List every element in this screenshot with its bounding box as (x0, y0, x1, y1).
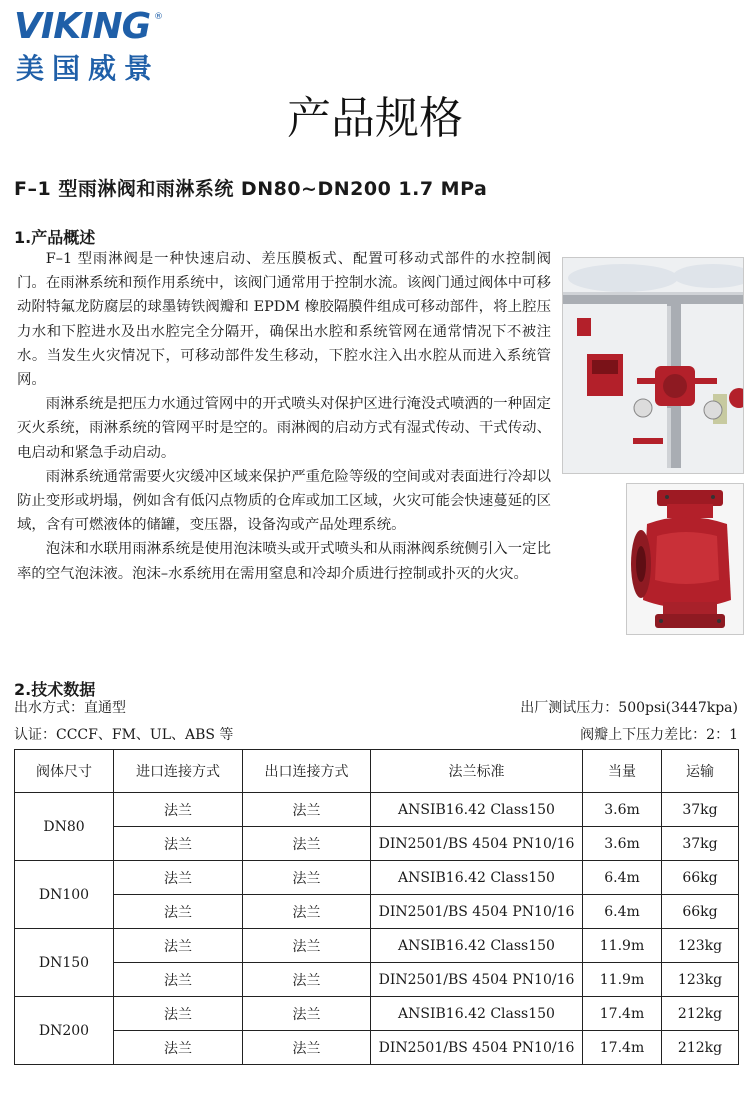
page-title: 产品规格 (287, 93, 463, 144)
size-cell: DN200 (15, 997, 114, 1065)
inlet-cell: 法兰 (114, 895, 243, 929)
section-heading-tech: 2.技术数据 (14, 680, 96, 699)
table-row (15, 861, 739, 895)
outlet-cell: 法兰 (243, 861, 371, 895)
outlet-cell: 法兰 (243, 997, 371, 1031)
outlet-cell: 法兰 (243, 963, 371, 997)
equivalent-cell: 6.4m (583, 861, 662, 895)
factory-test-pressure: 出厂测试压力：500psi(3447kpa) (520, 700, 738, 716)
flange-standard-cell: ANSIB16.42 Class150 (371, 929, 583, 963)
flange-standard-cell: DIN2501/BS 4504 PN10/16 (371, 963, 583, 997)
header-inlet: 进口连接方式 (114, 750, 243, 793)
flange-standard-cell: DIN2501/BS 4504 PN10/16 (371, 1031, 583, 1065)
table-row (15, 997, 739, 1031)
outlet-cell: 法兰 (243, 827, 371, 861)
weight-cell: 66kg (662, 895, 739, 929)
flange-standard-cell: DIN2501/BS 4504 PN10/16 (371, 895, 583, 929)
weight-cell: 37kg (662, 793, 739, 827)
flange-standard-cell: ANSIB16.42 Class150 (371, 861, 583, 895)
spec-table-body (15, 793, 739, 1065)
table-header-row (15, 750, 739, 793)
inlet-cell: 法兰 (114, 793, 243, 827)
table-row (15, 827, 739, 861)
registered-mark: ® (154, 12, 163, 22)
table-row (15, 895, 739, 929)
inlet-cell: 法兰 (114, 997, 243, 1031)
flange-standard-cell: ANSIB16.42 Class150 (371, 997, 583, 1031)
flange-standard-cell: ANSIB16.42 Class150 (371, 793, 583, 827)
spec-table (14, 749, 739, 1065)
weight-cell: 212kg (662, 997, 739, 1031)
inlet-cell: 法兰 (114, 929, 243, 963)
section-heading-overview: 1.产品概述 (14, 228, 96, 247)
table-row (15, 793, 739, 827)
overview-paragraph: 雨淋系统是把压力水通过管网中的开式喷头对保护区进行淹没式喷洒的一种固定灭火系统，雨淋系统的管网平时是空的。雨淋阀的启动方式有湿式传动、干式传动、电启动和紧急手动启动。 (17, 396, 551, 461)
header-equivalent: 当量 (583, 750, 662, 793)
logo-wordmark: VIKING (14, 6, 151, 47)
flange-standard-cell: DIN2501/BS 4504 PN10/16 (371, 827, 583, 861)
inlet-cell: 法兰 (114, 963, 243, 997)
outlet-cell: 法兰 (243, 793, 371, 827)
overview-paragraph: F–1 型雨淋阀是一种快速启动、差压膜板式、配置可移动式部件的水控制阀门。在雨淋系统和预作用系统中，该阀门通常用于控制水流。该阀门通过阀体中可移动附特氟龙防腐层的球墨铸铁阀瓣和 EPDM 橡胶隔膜件组成可移动部件，将上腔压力水和下腔进水及出水腔完全分隔开，确保出水腔和系统管网在通常情况下不被注水。当发生火灾情况下，可移动部件发生移动，下腔水注入出水腔从而进入系统管网。 (17, 251, 551, 389)
table-row (15, 963, 739, 997)
outlet-mode: 出水方式：直通型 (14, 700, 126, 716)
outlet-cell: 法兰 (243, 929, 371, 963)
inlet-cell: 法兰 (114, 861, 243, 895)
size-cell: DN100 (15, 861, 114, 929)
equivalent-cell: 3.6m (583, 827, 662, 861)
valve-body-photo (626, 483, 744, 635)
inlet-cell: 法兰 (114, 1031, 243, 1065)
valve-body-drawing (627, 484, 743, 634)
viking-logo (14, 8, 164, 88)
equivalent-cell: 6.4m (583, 895, 662, 929)
weight-cell: 123kg (662, 963, 739, 997)
overview-paragraph: 雨淋系统通常需要火灾缓冲区域来保护严重危险等级的空间或对表面进行冷却以防止变形或坍塌，例如含有低闪点物质的仓库或加工区域，火灾可能会快速蔓延的区域，含有可燃液体的储罐，变压器，设备沟或产品处理系统。 (17, 468, 551, 534)
weight-cell: 212kg (662, 1031, 739, 1065)
weight-cell: 37kg (662, 827, 739, 861)
equivalent-cell: 17.4m (583, 1031, 662, 1065)
overview-paragraph: 泡沫和水联用雨淋系统是使用泡沫喷头或开式喷头和从雨淋阀系统侧引入一定比率的空气泡沫液。泡沫–水系统用在需用窒息和冷却介质进行控制或扑灭的火灾。 (17, 541, 551, 582)
pressure-ratio: 阀瓣上下压力差比：2：1 (580, 727, 738, 743)
overview-text (17, 247, 551, 586)
weight-cell: 66kg (662, 861, 739, 895)
equivalent-cell: 11.9m (583, 929, 662, 963)
header-shipping-weight: 运输 (662, 750, 739, 793)
product-subtitle: F–1 型雨淋阀和雨淋系统 DN80~DN200 1.7 MPa (14, 178, 488, 200)
inlet-cell: 法兰 (114, 827, 243, 861)
deluge-system-drawing (563, 258, 743, 473)
equivalent-cell: 17.4m (583, 997, 662, 1031)
certification: 认证：CCCF、FM、UL、ABS 等 (14, 727, 234, 743)
header-outlet: 出口连接方式 (243, 750, 371, 793)
equivalent-cell: 3.6m (583, 793, 662, 827)
header-flange-standard: 法兰标准 (371, 750, 583, 793)
table-row (15, 929, 739, 963)
deluge-system-illustration (562, 257, 744, 474)
logo-chinese-name: 美国威景 (16, 52, 161, 85)
outlet-cell: 法兰 (243, 895, 371, 929)
outlet-cell: 法兰 (243, 1031, 371, 1065)
table-row (15, 1031, 739, 1065)
size-cell: DN80 (15, 793, 114, 861)
header-size: 阀体尺寸 (15, 750, 114, 793)
equivalent-cell: 11.9m (583, 963, 662, 997)
size-cell: DN150 (15, 929, 114, 997)
weight-cell: 123kg (662, 929, 739, 963)
